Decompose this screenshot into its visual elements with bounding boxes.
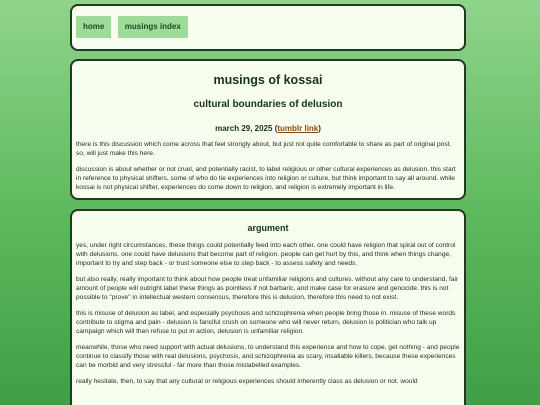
- post-title: cultural boundaries of delusion: [193, 99, 343, 110]
- argument-paragraph-2: but also really, really important to think about how people treat unfamiliar religions and cultures. without any care to understand, fair amount of people will outright label these things as pointless if not barbaric, and make case for erasure and genocide. this is not possible to "prove" in intellectual western consensus, therefore this is delusion, therefore this need to not exist.: [76, 276, 459, 301]
- tumblr-link[interactable]: tumblr link: [277, 124, 319, 133]
- intro-paragraph-1: there is this discussion which come across that feel strongly about, but just not quite comfortable to share as part of original post. so, will just make this here.: [76, 141, 452, 157]
- argument-paragraph-3: this is misuse of delusion as label, and especially psychosis and schizophrenia when people bring those in. misuse of these words contribute to stigma and pain - delusion is fanciful crush on someone who will never return, delusion is politician who talk up campaign which will then refuse to put in action, delusion is unfamiliar religion.: [76, 310, 456, 335]
- link-close-paren: ): [318, 124, 321, 133]
- nav-musings-index-link[interactable]: musings index: [118, 16, 188, 38]
- intro-paragraph-2: discussion is about whether or not cruel, and potentially racist, to label religious or other cultural experiences as delusion. this start in reference to physical shifters, some of who do tie experiences into religion or culture, but think important to say all around. while kossai is not physical shifter, experiences do come down to religion, and religion is extremely important in life.: [76, 166, 456, 191]
- nav-home-link[interactable]: home: [76, 16, 111, 38]
- argument-heading: argument: [247, 223, 289, 233]
- argument-paragraph-1: yes, under right circumstances, these things could potentially feed into each other. one could have religion that spiral out of control with delusions. one could have delusions that become part of religion. people can get hurt by this, and think when things change, important to try and step back - or trust someone else to step back - to assess safety and needs.: [76, 242, 456, 267]
- intro-panel: [70, 59, 466, 200]
- post-date: march 29, 2025: [215, 124, 273, 133]
- argument-panel: [70, 209, 466, 405]
- nav-panel: [70, 4, 466, 51]
- argument-paragraph-5: really hesitate, then, to say that any cultural or religious experiences should inherently class as delusion or not. would: [76, 378, 418, 385]
- link-open-paren: (: [274, 124, 278, 133]
- post-date-line: [76, 124, 460, 133]
- site-title: musings of kossai: [213, 73, 323, 87]
- argument-paragraph-4: meanwhile, those who need support with actual delusions, to understand this experience and how to cope, get nothing - and people continue to classify those with real delusions, psychosis, and schizophrenia as scary, insatiable killers, because these experiences can be morbid and very stressful - far more than those mislabelled examples.: [76, 344, 460, 369]
